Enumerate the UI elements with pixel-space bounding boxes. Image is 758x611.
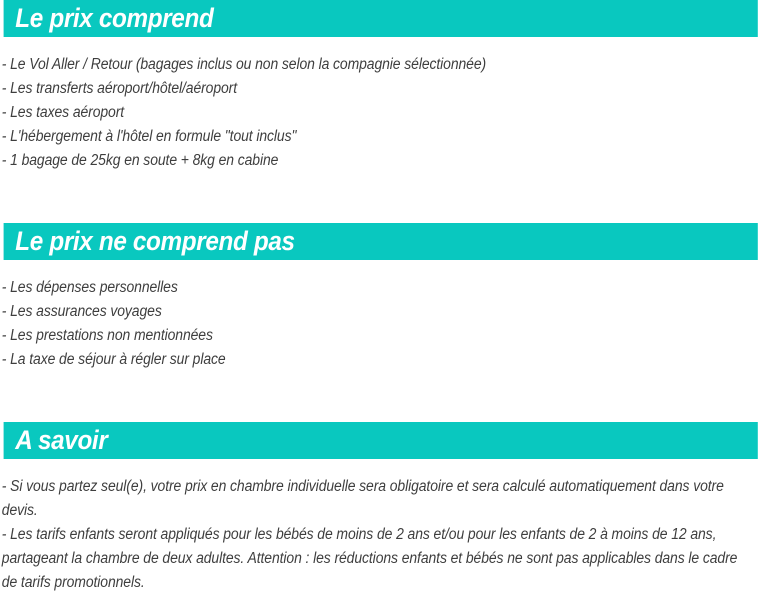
list-item: - Si vous partez seul(e), votre prix en chambre individuelle sera obligatoire et sera calculé automatiquement dans votre devis. [1,478,724,519]
good-to-know-list [0,475,758,595]
list-item: - Les dépenses personnelles [1,279,178,296]
list-item: - 1 bagage de 25kg en soute + 8kg en cabine [1,152,279,169]
price-excludes-list [0,276,758,372]
section-title-good-to-know: A savoir [4,422,758,459]
list-item: - L'hébergement à l'hôtel en formule "tout inclus" [1,128,297,145]
list-item: - Les transferts aéroport/hôtel/aéroport [1,80,238,97]
section-price-excludes [0,223,758,372]
section-good-to-know [0,422,758,595]
section-title-price-excludes: Le prix ne comprend pas [4,223,758,260]
price-includes-list [0,53,758,173]
list-item: - Les taxes aéroport [1,104,125,121]
list-item: - Les assurances voyages [1,303,162,320]
list-item: - Le Vol Aller / Retour (bagages inclus ou non selon la compagnie sélectionnée) [1,56,487,73]
list-item: - La taxe de séjour à régler sur place [1,351,226,368]
section-price-includes [0,0,758,173]
list-item: - Les tarifs enfants seront appliqués pour les bébés de moins de 2 ans et/ou pour les enfants de 2 à moins de 12 ans, partageant la chambre de deux adultes. Attention : les réductions enfants et bébés ne sont pas applicables dans le cadre de tarifs promotionnels. [1,526,738,591]
section-title-price-includes: Le prix comprend [4,0,758,37]
list-item: - Les prestations non mentionnées [1,327,213,344]
